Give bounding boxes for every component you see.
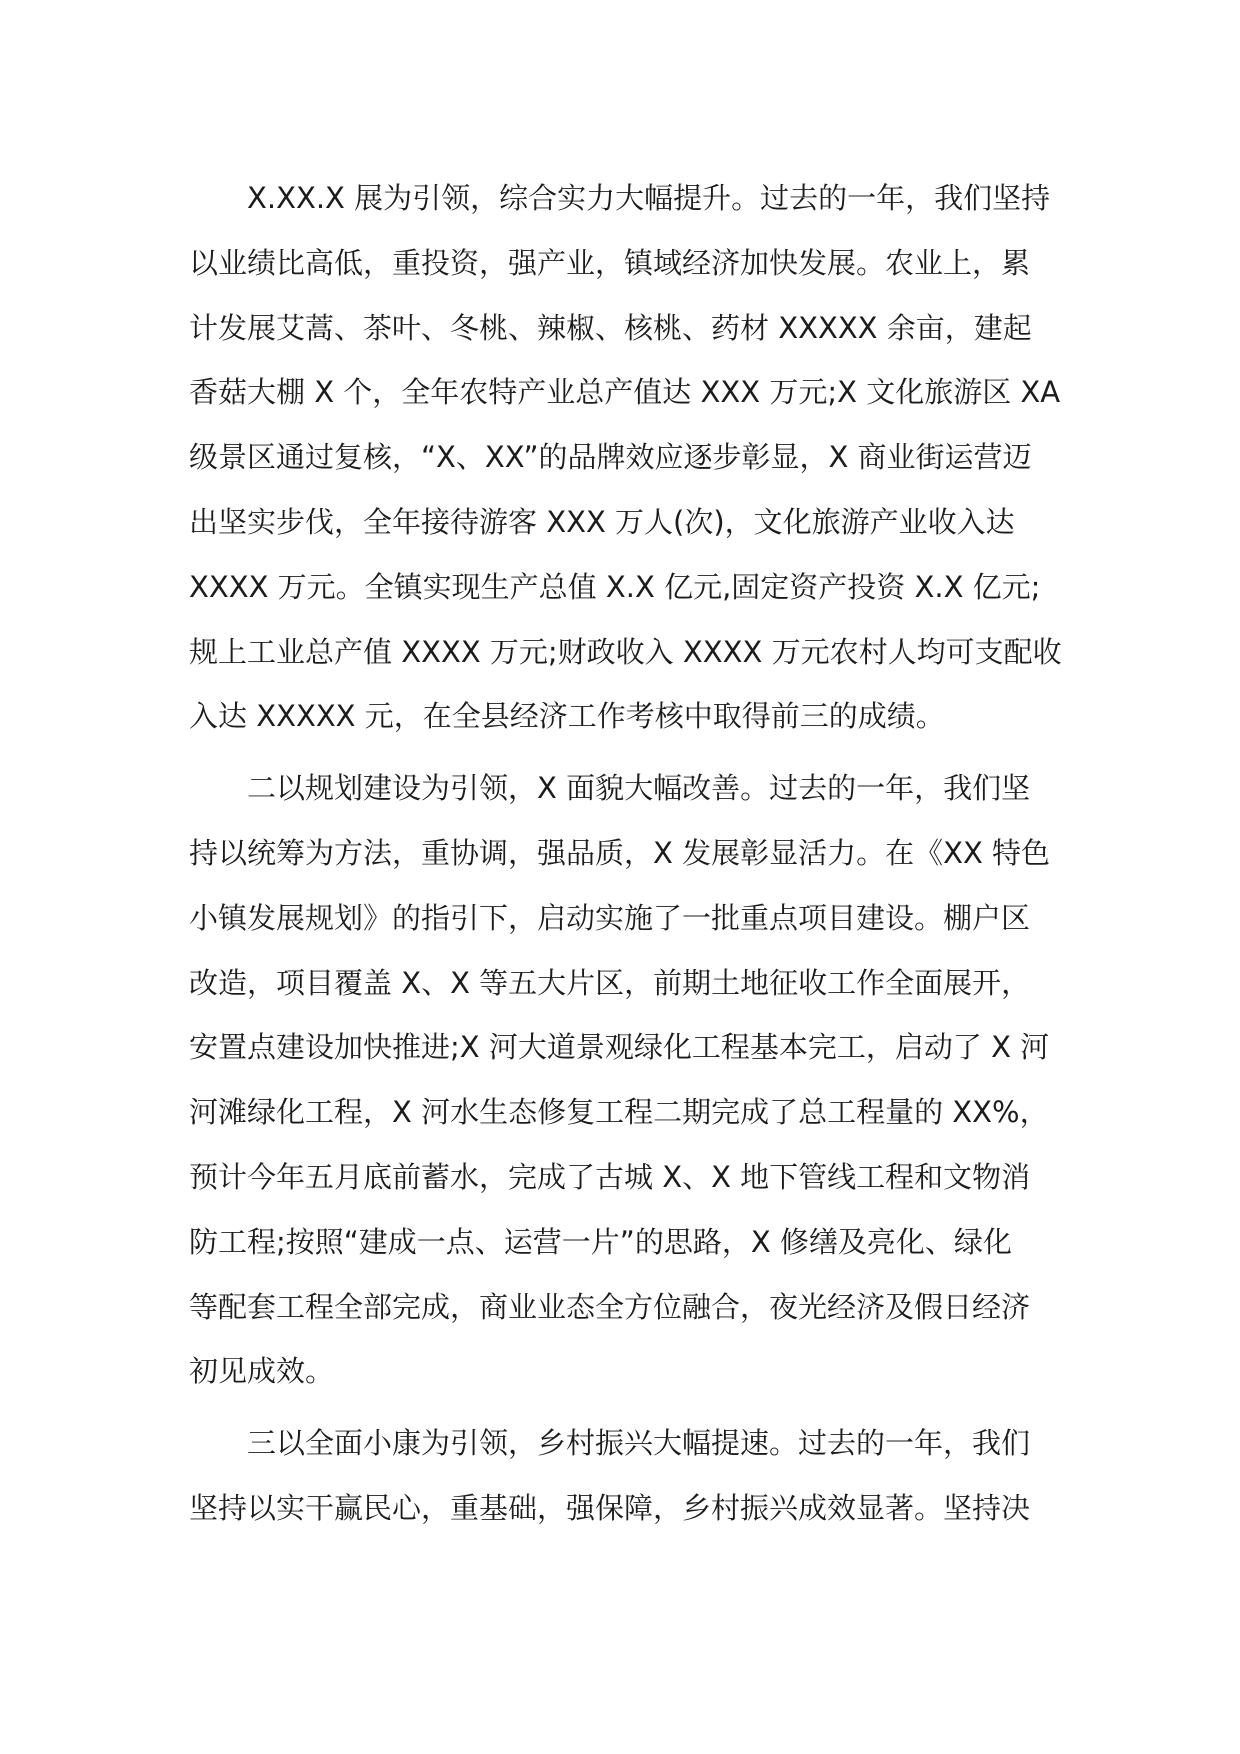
text-line: 以业绩比高低，重投资，强产业，镇域经济加快发展。农业上，累	[189, 245, 1031, 280]
text-line: X.XX.X 展为引领，综合实力大幅提升。过去的一年，我们坚持	[247, 181, 1051, 215]
paragraph-1	[189, 166, 1062, 749]
text-line: 出坚实步伐，全年接待游客 XXX 万人(次)，文化旅游产业收入达	[189, 504, 1015, 539]
text-line: 二以规划建设为引领，X 面貌大幅改善。过去的一年，我们坚	[247, 771, 1031, 806]
paragraph-2	[189, 756, 1059, 1404]
paragraph-gap	[189, 1404, 1059, 1411]
text-line: 坚持以实干赢民心，重基础，强保障，乡村振兴成效显著。坚持决	[189, 1490, 1031, 1525]
text-line: 等配套工程全部完成，商业业态全方位融合，夜光经济及假日经济	[189, 1289, 1031, 1324]
text-line: 防工程;按照“建成一点、运营一片”的思路，X 修缮及亮化、绿化	[189, 1224, 1012, 1259]
text-line: 预计今年五月底前蓄水，完成了古城 X、X 地下管线工程和文物消	[189, 1159, 1031, 1194]
paragraph-3	[189, 1411, 1059, 1541]
text-line: 改造，项目覆盖 X、X 等五大片区，前期土地征收工作全面展开，	[189, 965, 1031, 1000]
text-line: 三以全面小康为引领，乡村振兴大幅提速。过去的一年，我们	[247, 1426, 1031, 1461]
text-line: 初见成效。	[189, 1354, 335, 1389]
text-line: 香菇大棚 X 个，全年农特产业总产值达 XXX 万元;X 文化旅游区 XA	[189, 375, 1061, 410]
text-line: 计发展艾蒿、茶叶、冬桃、辣椒、核桃、药材 XXXXX 余亩，建起	[189, 310, 1032, 345]
text-line: 级景区通过复核，“X、XX”的品牌效应逐步彰显，X 商业街运营迈	[189, 440, 1032, 475]
text-line: 规上工业总产值 XXXX 万元;财政收入 XXXX 万元农村人均可支配收	[189, 634, 1062, 669]
text-line: 小镇发展规划》的指引下，启动实施了一批重点项目建设。棚户区	[189, 900, 1031, 935]
text-line: 持以统筹为方法，重协调，强品质，X 发展彰显活力。在《XX 特色	[189, 835, 1051, 870]
document-body	[189, 166, 1062, 1541]
paragraph-gap	[189, 749, 1059, 756]
text-line: 安置点建设加快推进;X 河大道景观绿化工程基本完工，启动了 X 河	[189, 1030, 1050, 1065]
text-line: XXXX 万元。全镇实现生产总值 X.X 亿元,固定资产投资 X.X 亿元;	[189, 569, 1041, 604]
text-line: 入达 XXXXX 元，在全县经济工作考核中取得前三的成绩。	[189, 699, 945, 734]
text-line: 河滩绿化工程，X 河水生态修复工程二期完成了总工程量的 XX%，	[189, 1095, 1049, 1130]
